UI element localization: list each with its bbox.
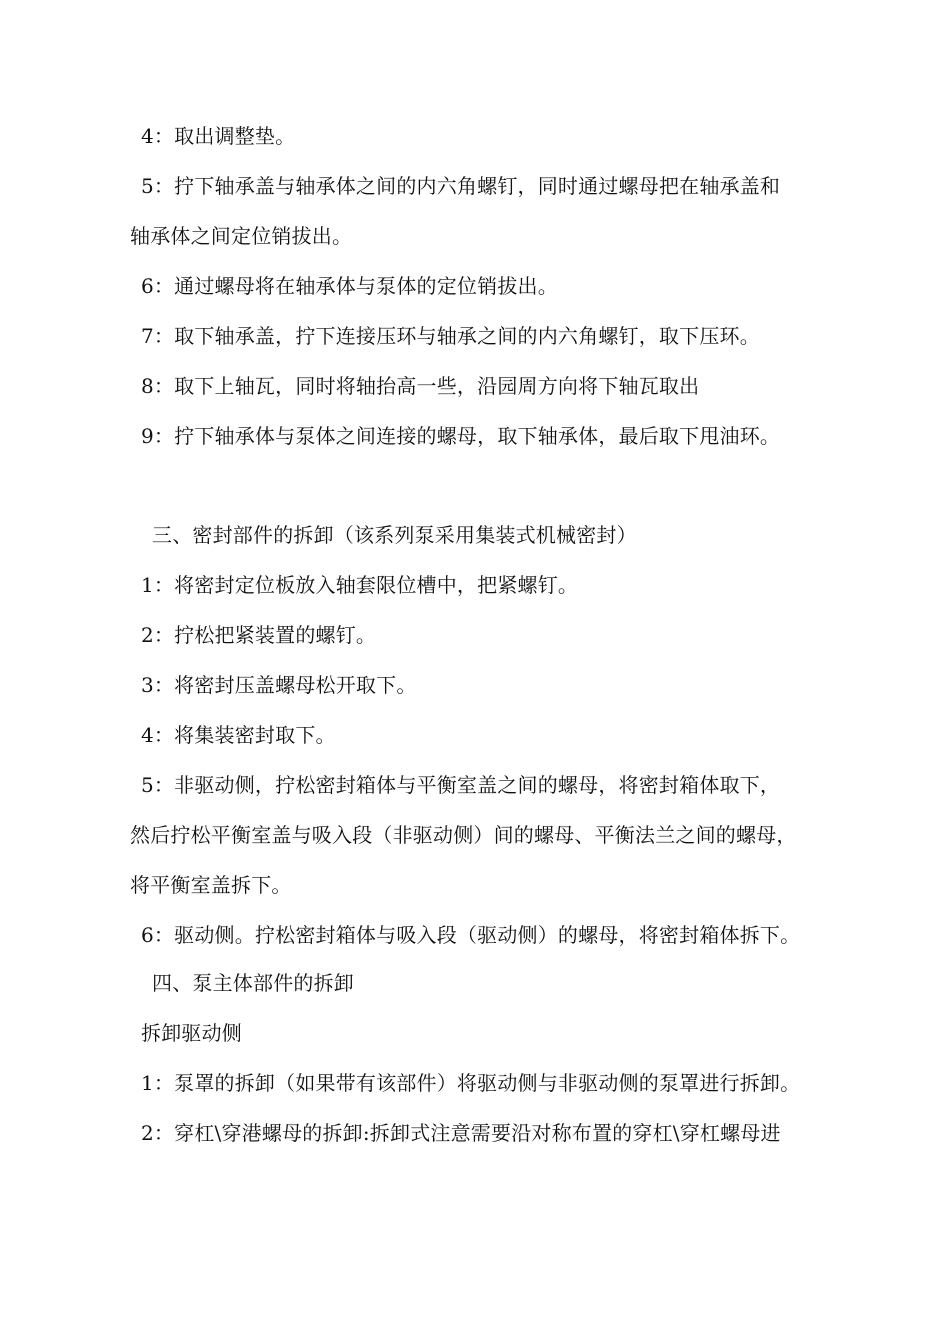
seal-step-5-line-2: 然后拧松平衡室盖与吸入段（非驱动侧）间的螺母、平衡法兰之间的螺母， (130, 823, 797, 847)
step-7: 7：取下轴承盖，拧下连接压环与轴承之间的内六角螺钉，取下压环。 (141, 324, 760, 348)
seal-step-2: 2：拧松把紧装置的螺钉。 (141, 623, 377, 647)
step-9: 9：拧下轴承体与泵体之间连接的螺母，取下轴承体，最后取下甩油环。 (141, 424, 781, 448)
pump-step-2: 2：穿杠\穿港螺母的拆卸:拆卸式注意需要沿对称布置的穿杠\穿杠螺母进 (141, 1121, 781, 1145)
section-4-subheading: 拆卸驱动侧 (141, 1021, 242, 1045)
step-4-remove-shim: 4：取出调整垫。 (141, 124, 296, 148)
seal-step-3: 3：将密封压盖螺母松开取下。 (141, 673, 417, 697)
pump-step-1: 1：泵罩的拆卸（如果带有该部件）将驱动侧与非驱动侧的泵罩进行拆卸。 (141, 1071, 801, 1095)
section-4-heading: 四、泵主体部件的拆卸 (152, 971, 354, 995)
section-3-heading: 三、密封部件的拆卸（该系列泵采用集装式机械密封） (152, 523, 637, 547)
step-8: 8：取下上轴瓦，同时将轴抬高一些，沿园周方向将下轴瓦取出 (141, 374, 700, 398)
seal-step-5-line-3: 将平衡室盖拆下。 (130, 873, 292, 897)
step-5-line-1: 5：拧下轴承盖与轴承体之间的内六角螺钉，同时通过螺母把在轴承盖和 (141, 174, 781, 198)
seal-step-5-line-1: 5：非驱动侧，拧松密封箱体与平衡室盖之间的螺母，将密封箱体取下， (141, 773, 781, 797)
seal-step-6: 6：驱动侧。拧松密封箱体与吸入段（驱动侧）的螺母，将密封箱体拆下。 (141, 923, 801, 947)
seal-step-4: 4：将集装密封取下。 (141, 723, 336, 747)
seal-step-1: 1：将密封定位板放入轴套限位槽中，把紧螺钉。 (141, 573, 579, 597)
step-5-line-2: 轴承体之间定位销拔出。 (130, 224, 353, 248)
step-6: 6：通过螺母将在轴承体与泵体的定位销拔出。 (141, 274, 558, 298)
